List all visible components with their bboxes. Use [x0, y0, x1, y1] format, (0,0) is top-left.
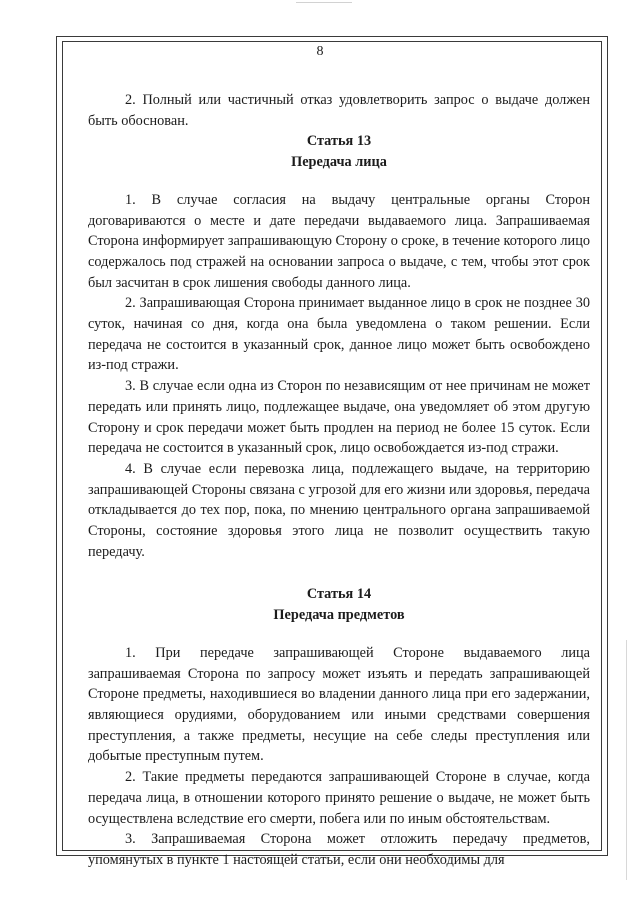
article-subtitle: Передача предметов [273, 607, 405, 624]
article-subtitle: Передача лица [291, 154, 387, 171]
paragraph: 1. В случае согласия на выдачу центральные органы Сторон договариваются о месте и дате передачи выдаваемого лица. Запрашиваемая Сторона информирует запрашивающую Сторону о сроке, в течение которого лицо содержалось под стражей на основании запроса о выдаче, с тем, чтобы этот срок был засчитан в срок лишения свободы данного лица. [88, 191, 590, 291]
article-title: Статья 13 [306, 133, 372, 150]
scan-edge-mark [626, 640, 627, 880]
scan-mark [296, 2, 352, 3]
paragraph: 1. При передаче запрашивающей Стороне выдаваемого лица запрашиваемая Сторона по запросу может изъять и передать запрашивающей Стороне предметы, находившиеся во владении данного лица при его задержании, являющиеся орудиями, оборудованием или иными средствами совершения преступления, а также предметы, несущие на себе следы преступления или добытые преступным путем. [88, 644, 590, 765]
paragraph: 2. Такие предметы передаются запрашивающей Стороне в случае, когда передача лица, в отношении которого принято решение о выдаче, не может быть осуществлена вследствие его смерти, побега или по иным обстоятельствам. [88, 769, 590, 827]
document-body [88, 90, 590, 871]
paragraph: 3. В случае если одна из Сторон по независящим от нее причинам не может передать или принять лицо, подлежащее выдаче, она уведомляет об этом другую Сторону и срок передачи может быть продлен на период не более 15 суток. Если передача не состоится в указанный срок, лицо освобождается из-под стражи. [88, 378, 590, 457]
paragraph: 2. Полный или частичный отказ удовлетворить запрос о выдаче должен быть обоснован. [88, 92, 590, 129]
page-number: 8 [316, 44, 324, 59]
paragraph: 2. Запрашивающая Сторона принимает выданное лицо в срок не позднее 30 суток, начиная со дня, когда она была уведомлена о таком решении. Если передача не состоится в указанный срок, данное лицо может быть освобождено из-под стражи. [88, 295, 590, 374]
article-title: Статья 14 [306, 586, 372, 603]
paragraph: 4. В случае если перевозка лица, подлежащего выдаче, на территорию запрашивающей Стороны связана с угрозой для его жизни или здоровья, передача откладывается до тех пор, пока, по мнению центрального органа запрашиваемой Стороны, состояние здоровья этого лица не позволит осуществить такую передачу. [88, 460, 590, 560]
paragraph: 3. Запрашиваемая Сторона может отложить передачу предметов, упомянутых в пункте 1 настоящей статьи, если они необходимы для [88, 831, 590, 868]
